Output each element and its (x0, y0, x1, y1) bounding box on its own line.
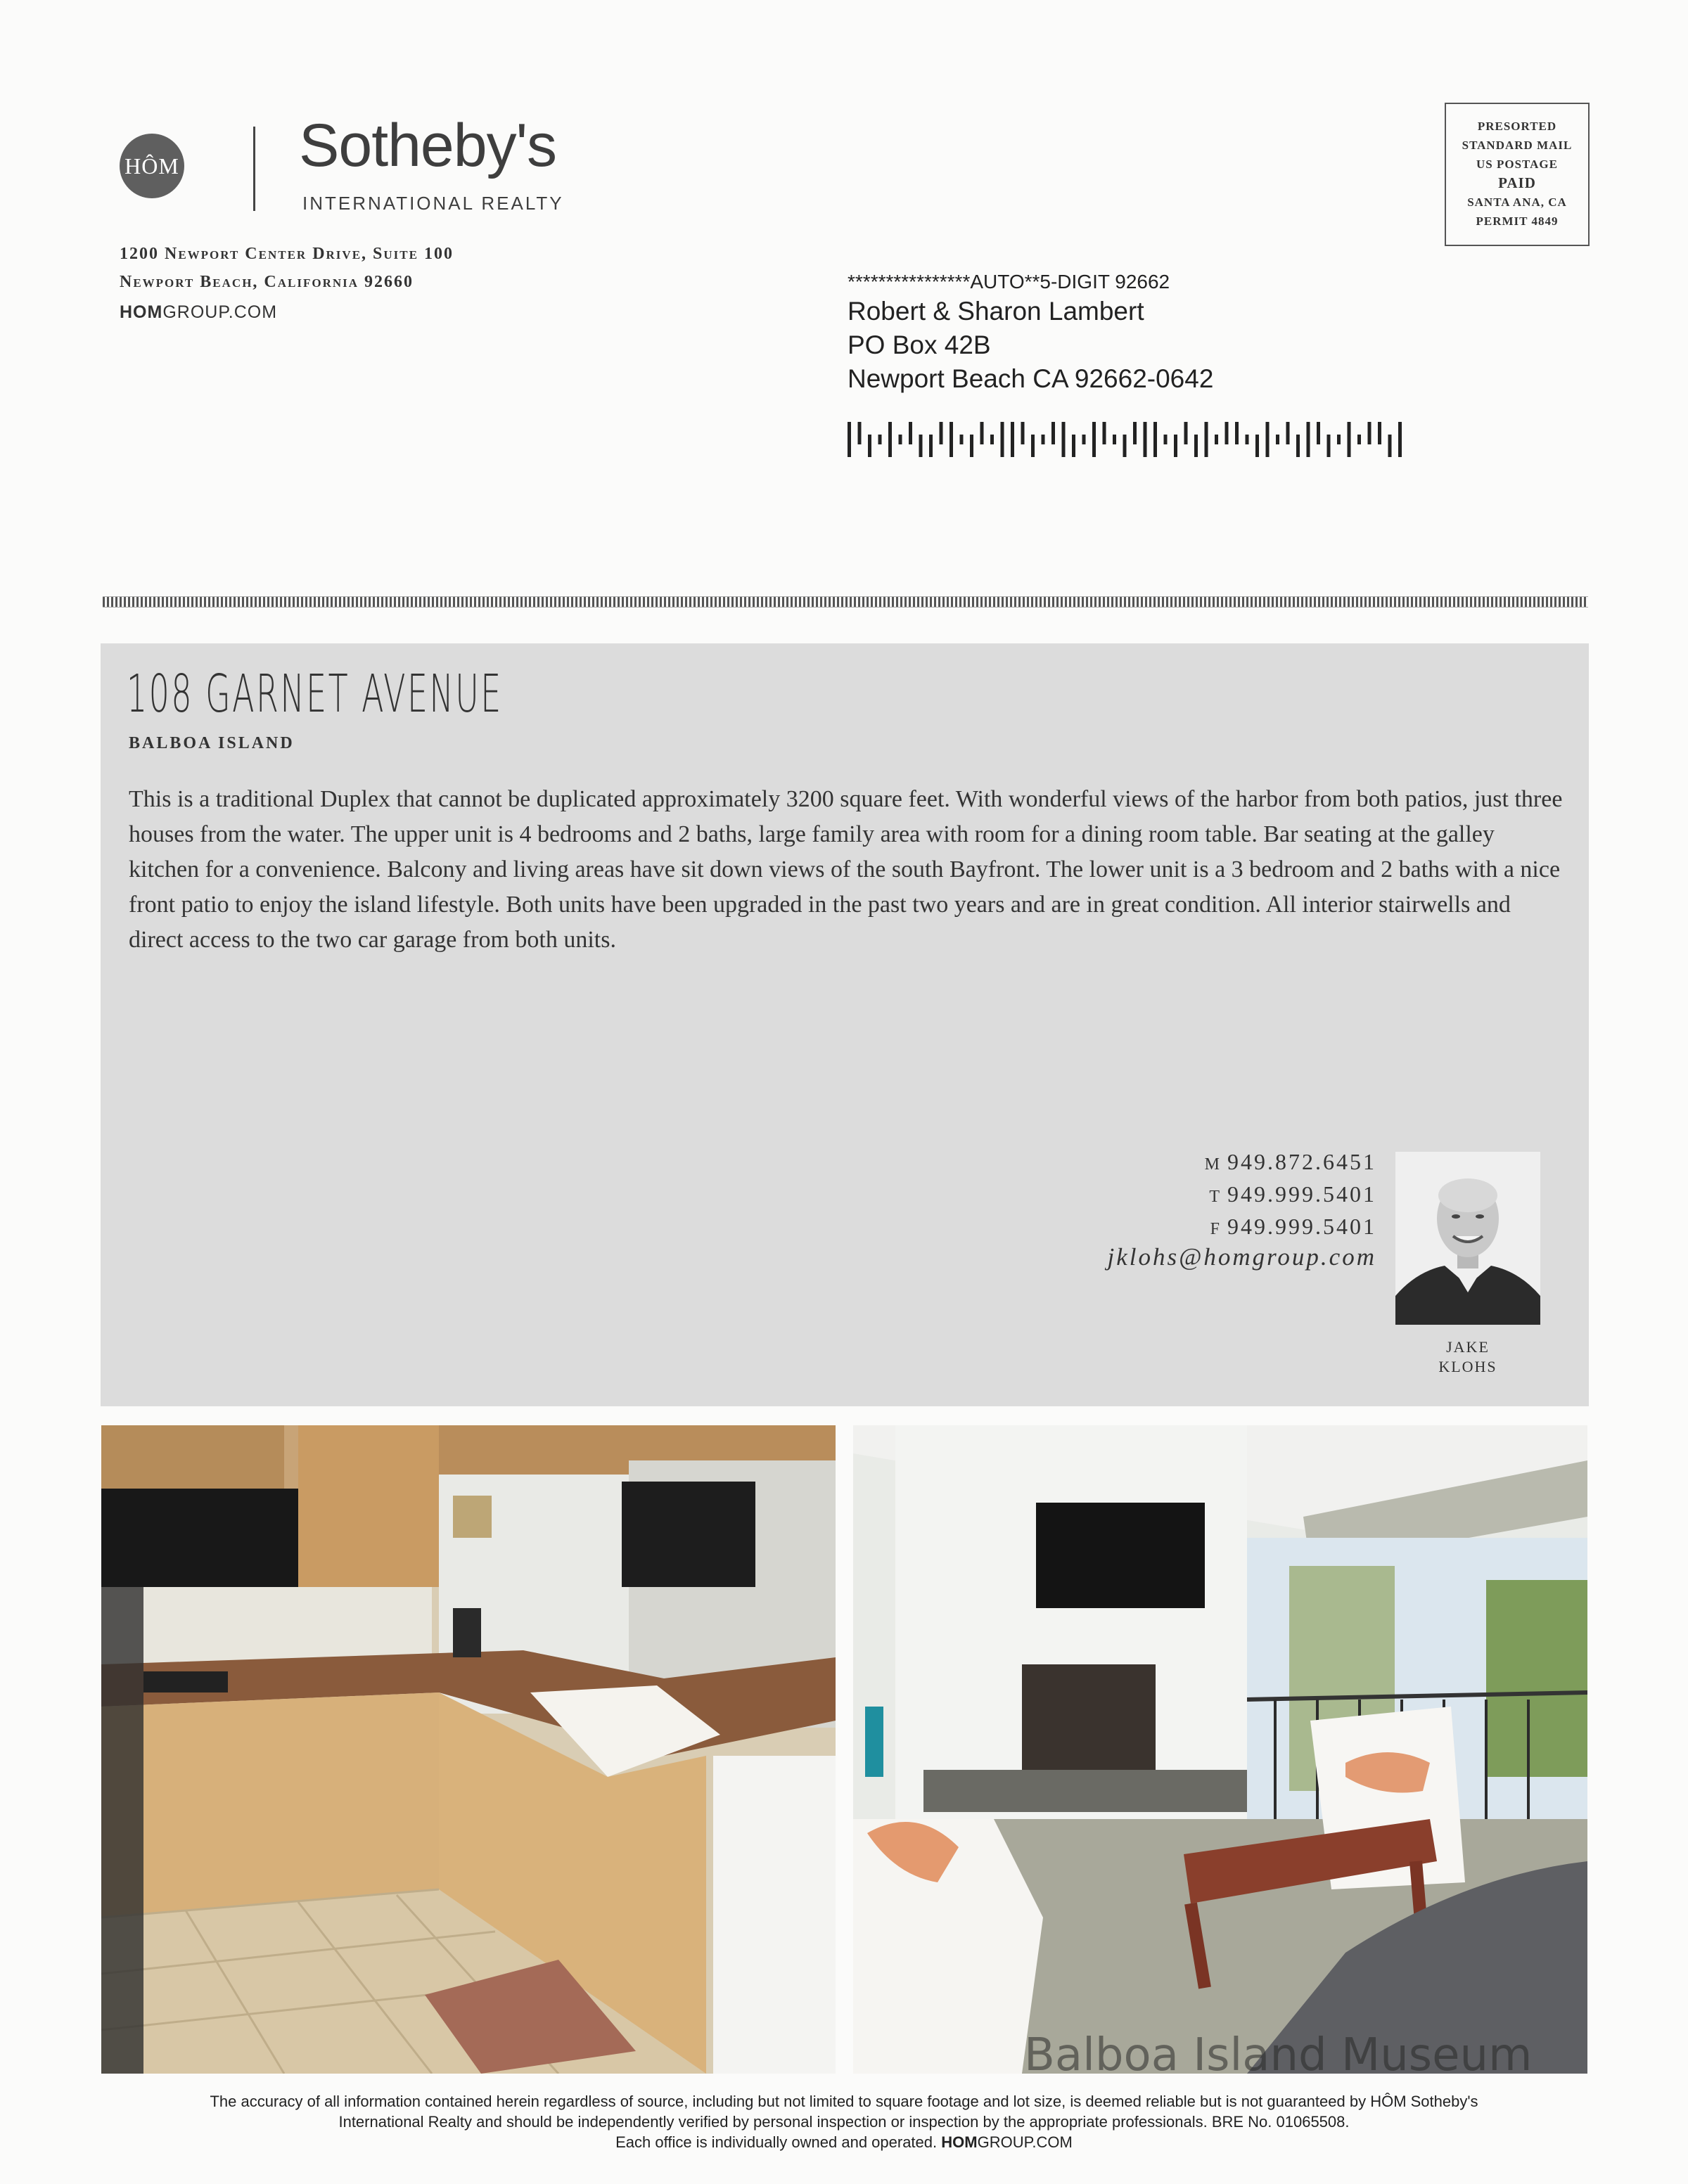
kitchen-image (101, 1425, 836, 2074)
agent-fax (1210, 1214, 1376, 1240)
barcode-bar (1164, 435, 1168, 444)
barcode-bar (940, 422, 943, 444)
barcode-bar (1133, 422, 1137, 444)
barcode-bar (1317, 422, 1320, 444)
barcode-bar (1092, 422, 1096, 457)
barcode-bar (1174, 435, 1177, 457)
indicia-line: PERMIT 4849 (1476, 214, 1559, 228)
living-room-image (853, 1425, 1587, 2074)
barcode-bar (1082, 435, 1086, 444)
indicia-line: SANTA ANA, CA (1467, 195, 1567, 209)
mobile-prefix: M (1204, 1155, 1222, 1174)
agent-portrait-icon (1395, 1152, 1540, 1325)
website-rest: GROUP.COM (162, 302, 278, 322)
recipient-city: Newport Beach CA 92662-0642 (848, 364, 1214, 393)
recipient-street: PO Box 42B (848, 330, 991, 359)
disclaimer-line3-text: Each office is individually owned and operated. (615, 2133, 938, 2151)
indicia-line: STANDARD MAIL (1462, 139, 1573, 152)
indicia-line: US POSTAGE (1476, 158, 1558, 171)
postal-barcode-icon (848, 422, 1410, 457)
recipient-name: Robert & Sharon Lambert (848, 297, 1144, 326)
disclaimer-line3 (84, 2132, 1604, 2152)
barcode-bar (960, 435, 964, 444)
barcode-bar (980, 422, 984, 444)
listing-description: This is a traditional Duplex that cannot be duplicated approximately 3200 square feet. With wonderful views of the harbor from both patios, just three houses from the water. The upper unit is 4 bedrooms and 2 baths, large family area with room for a dining room table. Bar seating at the galley kitchen for a convenience. Balcony and living areas have sit down views of the south Bayfront. The lower unit is a 3 bedroom and 2 baths with a nice front patio to enjoy the island lifestyle. Both units have been upgraded in the past two years and are in great condition. All interior stairwells and direct access to the two car garage from both units. (129, 786, 1563, 953)
barcode-bar (1011, 422, 1014, 457)
barcode-bar (1368, 422, 1372, 444)
return-address-line1: 1200 Newport Center Drive, Suite 100 (120, 245, 454, 263)
barcode-bar (1357, 435, 1361, 444)
hom-logo-icon (120, 134, 184, 198)
barcode-bar (1072, 435, 1075, 457)
barcode-bar (1021, 422, 1025, 444)
barcode-bar (1276, 435, 1279, 444)
barcode-bar (1307, 422, 1310, 457)
barcode-bar (970, 435, 973, 457)
agent-telephone[interactable] (1209, 1181, 1376, 1207)
barcode-bar (899, 435, 902, 444)
logo-divider (253, 127, 255, 211)
agent-photo (1395, 1152, 1540, 1325)
disclaimer-line1: The accuracy of all information contained herein regardless of source, including but not limited to square footage and lot size, is deemed reliable but is not guaranteed by HÔM Sotheby's (210, 2093, 1478, 2110)
barcode-bar (1337, 435, 1341, 444)
barcode-bar (1348, 422, 1351, 457)
return-address-line2: Newport Beach, California 92660 (120, 273, 414, 291)
barcode-bar (1042, 435, 1045, 444)
living-room-photo (853, 1425, 1587, 2074)
disclaimer-website-bold[interactable]: HOM (941, 2133, 978, 2151)
barcode-bar (1184, 422, 1188, 444)
indicia-paid: PAID (1498, 174, 1536, 191)
museum-watermark: Balboa Island Museum (1024, 2029, 1533, 2081)
barcode-bar (1255, 435, 1259, 457)
barcode-bar (1388, 435, 1392, 457)
barcode-bar (1296, 435, 1300, 457)
brand-name: Sotheby's (299, 112, 556, 179)
fax-number: 949.999.5401 (1227, 1214, 1376, 1239)
barcode-bar (878, 435, 882, 444)
barcode-bar (909, 422, 912, 444)
barcode-bar (990, 435, 994, 444)
barcode-bar (1103, 422, 1106, 444)
agent-mobile[interactable] (1205, 1149, 1376, 1175)
barcode-bar (1123, 435, 1127, 457)
perforation-line (103, 596, 1588, 608)
legal-disclaimer (84, 2091, 1604, 2152)
barcode-bar (1378, 422, 1381, 444)
barcode-bar (1286, 422, 1290, 444)
barcode-bar (868, 435, 871, 457)
agent-name (1395, 1337, 1540, 1377)
barcode-bar (1031, 435, 1035, 457)
logo-mark-text: HÔM (124, 153, 179, 179)
fax-prefix: F (1210, 1220, 1222, 1238)
listing-address: 108 GARNET AVENUE (127, 664, 503, 724)
barcode-bar (1194, 435, 1198, 457)
barcode-bar (1266, 422, 1270, 457)
barcode-bar (929, 435, 933, 457)
disclaimer-line2: International Realty and should be independently verified by personal inspection or inspection by the appropriate professionals. BRE No. 01065508. (338, 2113, 1350, 2131)
listing-area: BALBOA ISLAND (129, 734, 295, 752)
barcode-bar (1062, 422, 1066, 457)
barcode-bar (1144, 422, 1147, 457)
tel-number: 949.999.5401 (1227, 1181, 1376, 1207)
barcode-bar (919, 435, 923, 457)
mobile-number: 949.872.6451 (1227, 1149, 1376, 1174)
barcode-bar (1051, 422, 1055, 444)
barcode-bar (1205, 422, 1208, 457)
barcode-bar (950, 422, 953, 457)
barcode-bar (1246, 435, 1249, 444)
barcode-bar (1113, 435, 1116, 444)
disclaimer-website-rest[interactable]: GROUP.COM (977, 2133, 1073, 2151)
barcode-bar (858, 422, 862, 444)
mail-endorsement: ****************AUTO**5-DIGIT 92662 (848, 271, 1170, 293)
postage-indicia (1445, 103, 1590, 246)
barcode-bar (888, 422, 892, 457)
barcode-bar (1327, 435, 1331, 457)
tel-prefix: T (1209, 1188, 1222, 1206)
website-bold: HOM (120, 302, 163, 322)
agent-last-name: KLOHS (1438, 1358, 1497, 1375)
barcode-bar (1398, 422, 1402, 457)
barcode-bar (1235, 422, 1239, 444)
listing-panel (101, 643, 1589, 1406)
barcode-bar (1153, 422, 1157, 457)
return-address-website[interactable] (120, 302, 277, 323)
agent-first-name: JAKE (1446, 1338, 1490, 1356)
barcode-bar (1215, 435, 1218, 444)
kitchen-photo (101, 1425, 836, 2074)
barcode-bar (1225, 422, 1229, 444)
brand-subtitle: INTERNATIONAL REALTY (302, 193, 564, 214)
barcode-bar (1001, 422, 1004, 457)
agent-email[interactable]: jklohs@homgroup.com (1107, 1243, 1376, 1271)
indicia-line: PRESORTED (1477, 120, 1557, 133)
barcode-bar (848, 422, 851, 457)
